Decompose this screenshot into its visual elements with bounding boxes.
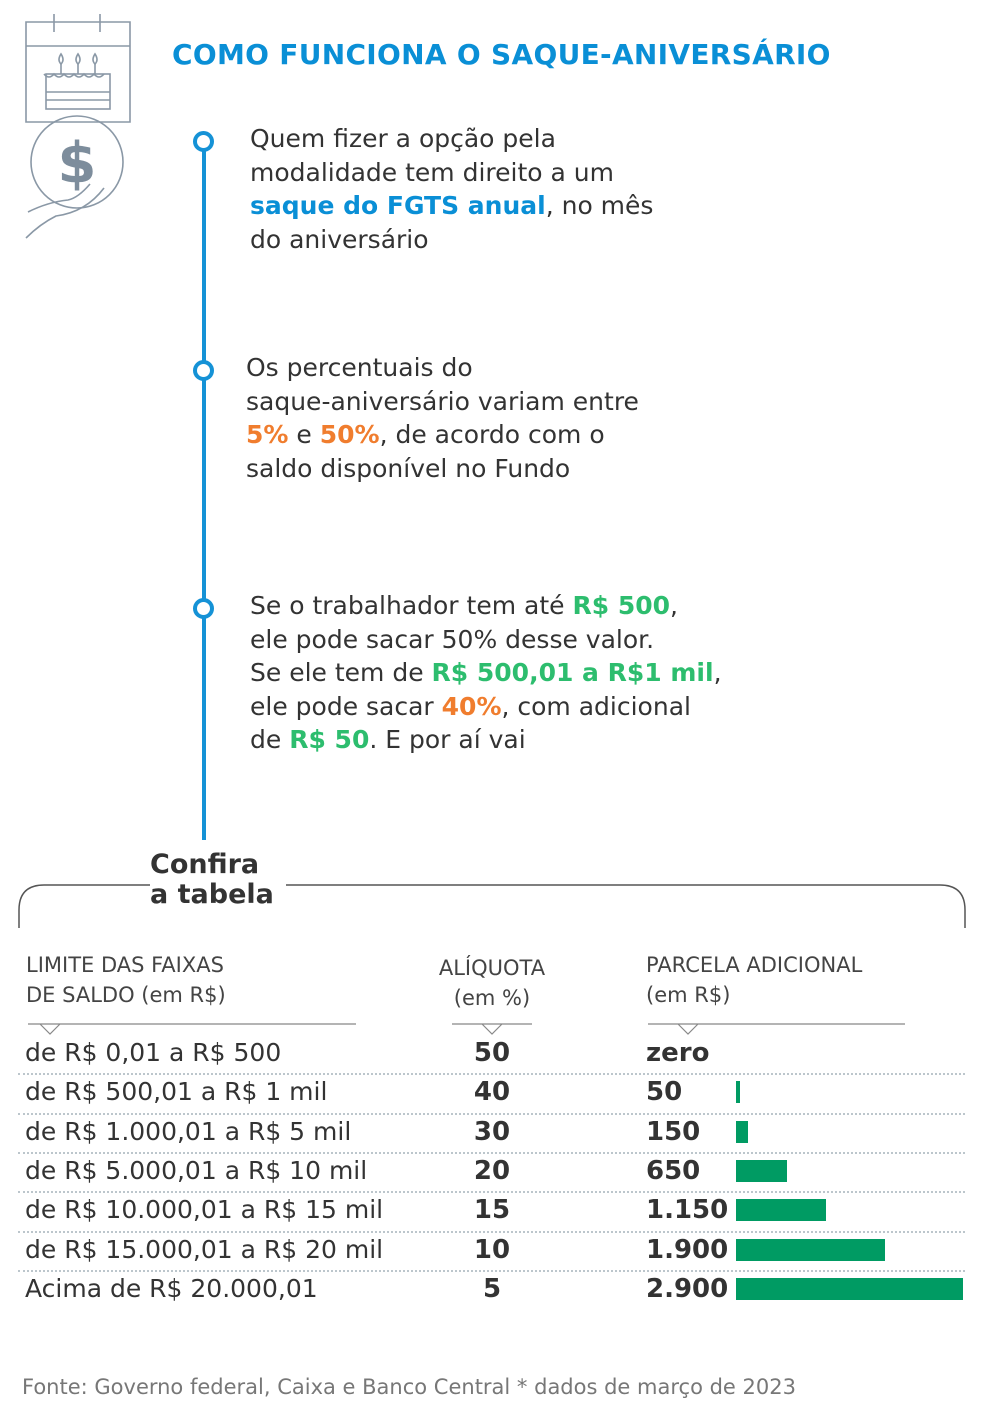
text-segment: saque-aniversário variam entre — [246, 386, 639, 416]
extra-cell: 650 — [646, 1155, 701, 1186]
highlight-text: R$ 500,01 a R$1 mil — [431, 658, 714, 687]
text-segment: e — [288, 420, 320, 449]
column-header-extra — [646, 950, 862, 1010]
text-segment: saldo disponível no Fundo — [246, 453, 571, 483]
range-cell: de R$ 10.000,01 a R$ 15 mil — [25, 1195, 384, 1225]
text-segment: Se ele tem de — [250, 658, 432, 687]
table-row — [18, 1152, 965, 1191]
text-line — [250, 656, 722, 690]
highlight-text: 50% — [319, 420, 380, 449]
column-header-range — [26, 950, 226, 1010]
text-line — [250, 589, 722, 623]
rate-cell: 30 — [473, 1116, 511, 1147]
text-line — [250, 723, 722, 757]
header-line: PARCELA ADICIONAL — [646, 953, 863, 977]
timeline-text-2 — [246, 351, 639, 485]
highlight-text: 5% — [246, 420, 289, 449]
extra-cell: 150 — [646, 1116, 701, 1147]
text-segment: , no mês — [545, 191, 654, 220]
text-line — [250, 122, 653, 156]
text-segment: , de acordo com o — [379, 420, 605, 449]
text-segment: ele pode sacar 50% desse valor. — [250, 624, 655, 654]
table-bracket — [0, 870, 984, 940]
table-row — [18, 1231, 965, 1270]
table-heading — [150, 850, 286, 910]
extra-cell: 1.900 — [646, 1234, 729, 1265]
table-heading-line: a tabela — [150, 879, 274, 910]
extra-cell: 50 — [646, 1077, 683, 1108]
column-header-rate — [412, 953, 572, 1013]
page-title: COMO FUNCIONA O SAQUE-ANIVERSÁRIO — [172, 38, 831, 71]
text-line — [250, 223, 653, 257]
rate-cell: 15 — [473, 1195, 511, 1226]
text-line — [250, 189, 653, 223]
extra-cell: 2.900 — [646, 1273, 729, 1304]
header-line: (em R$) — [646, 983, 731, 1007]
highlight-text: R$ 500 — [572, 591, 671, 620]
text-segment: Se o trabalhador tem até — [250, 591, 573, 620]
text-segment: . E por aí vai — [369, 725, 526, 754]
extra-bar — [736, 1121, 748, 1143]
extra-bar — [736, 1239, 885, 1261]
text-segment: do aniversário — [250, 224, 429, 254]
timeline-text-1 — [250, 122, 653, 256]
extra-bar — [736, 1278, 963, 1300]
range-cell: de R$ 1.000,01 a R$ 5 mil — [25, 1116, 352, 1146]
rate-cell: 10 — [473, 1234, 511, 1265]
text-segment: Os percentuais do — [246, 353, 473, 382]
header-line: (em %) — [453, 986, 531, 1010]
calendar-cake-icon — [20, 12, 135, 244]
rate-cell: 50 — [473, 1038, 511, 1068]
extra-bar — [736, 1199, 826, 1221]
text-segment: , — [670, 591, 678, 620]
range-cell: de R$ 5.000,01 a R$ 10 mil — [25, 1155, 368, 1185]
table-row — [18, 1073, 965, 1112]
table-row — [18, 1113, 965, 1152]
table-heading-line: Confira — [150, 849, 260, 880]
header-line: DE SALDO (em R$) — [26, 983, 226, 1007]
header-line: LIMITE DAS FAIXAS — [26, 953, 224, 977]
header-line: ALÍQUOTA — [438, 956, 546, 980]
text-line — [246, 385, 639, 419]
text-line — [250, 690, 722, 724]
range-cell: Acima de R$ 20.000,01 — [25, 1273, 318, 1303]
text-line — [246, 452, 639, 486]
timeline-line — [202, 148, 206, 840]
text-segment: de — [250, 725, 290, 754]
text-segment: , com adicional — [501, 691, 691, 721]
rate-cell: 20 — [473, 1155, 511, 1186]
text-line — [250, 156, 653, 190]
extra-cell: 1.150 — [646, 1195, 729, 1226]
timeline-dot — [193, 598, 214, 619]
text-segment: , — [713, 658, 722, 687]
range-cell: de R$ 500,01 a R$ 1 mil — [25, 1077, 328, 1107]
text-line — [246, 351, 639, 385]
table-row — [18, 1270, 965, 1309]
timeline-dot — [193, 360, 214, 381]
table-row — [18, 1034, 965, 1073]
highlight-text: R$ 50 — [289, 725, 370, 754]
rate-cell: 40 — [473, 1077, 511, 1108]
timeline-text-3 — [250, 589, 722, 757]
timeline-dot — [193, 131, 214, 152]
extra-cell: zero — [646, 1038, 710, 1068]
text-segment: modalidade tem direito a um — [250, 157, 614, 187]
text-segment: ele pode sacar — [250, 691, 442, 721]
highlight-text: 40% — [441, 691, 502, 721]
text-line — [246, 418, 639, 452]
extra-bar — [736, 1081, 740, 1103]
range-cell: de R$ 0,01 a R$ 500 — [25, 1038, 282, 1067]
extra-bar — [736, 1160, 787, 1182]
table-row — [18, 1191, 965, 1230]
text-segment: Quem fizer a opção pela — [250, 124, 556, 153]
rate-cell: 5 — [482, 1273, 502, 1304]
range-cell: de R$ 15.000,01 a R$ 20 mil — [25, 1234, 384, 1264]
svg-text:$: $ — [57, 131, 97, 196]
source-footer: Fonte: Governo federal, Caixa e Banco Central * dados de março de 2023 — [22, 1375, 796, 1399]
text-line — [250, 623, 722, 657]
highlight-text: saque do FGTS anual — [250, 191, 546, 220]
